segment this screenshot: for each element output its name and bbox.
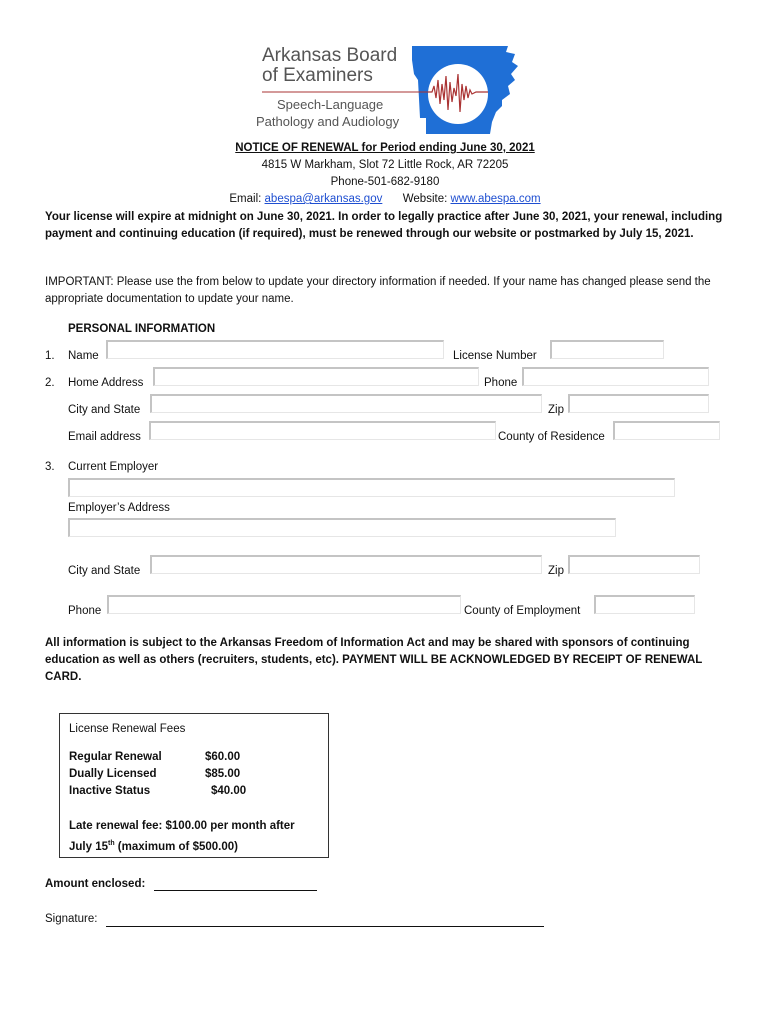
- logo-title-line1: Arkansas Board: [262, 45, 398, 66]
- renewal-fees-box: [59, 713, 329, 858]
- city-state-label: City and State: [68, 404, 141, 416]
- fee-amount-dual: $85.00: [205, 768, 241, 780]
- license-number-field[interactable]: [550, 340, 664, 359]
- county-employment-label: County of Employment: [464, 605, 581, 617]
- website-link[interactable]: www.abespa.com: [450, 193, 541, 205]
- employer-zip-field[interactable]: [568, 555, 700, 574]
- late-fee-date: July 15: [69, 840, 108, 853]
- item-number-1: 1.: [45, 350, 55, 362]
- late-fee-line2: [69, 836, 238, 855]
- fees-title: License Renewal Fees: [69, 723, 186, 735]
- county-employment-field[interactable]: [594, 595, 695, 614]
- home-address-label: Home Address: [68, 377, 144, 389]
- logo-title-line2: of Examiners: [262, 65, 373, 86]
- name-label: Name: [68, 350, 99, 362]
- item-number-2: 2.: [45, 377, 55, 389]
- home-address-field[interactable]: [153, 367, 479, 386]
- late-fee-superscript: th: [108, 840, 115, 847]
- late-fee-max: (maximum of $500.00): [114, 840, 238, 853]
- employer-city-state-field[interactable]: [150, 555, 542, 574]
- name-field[interactable]: [106, 340, 444, 359]
- fee-amount-regular: $60.00: [205, 751, 241, 763]
- board-address: 4815 W Markham, Slot 72 Little Rock, AR 72205: [261, 159, 509, 171]
- late-fee-line1: Late renewal fee: $100.00 per month after: [69, 820, 295, 832]
- county-residence-field[interactable]: [613, 421, 720, 440]
- email-address-label: Email address: [68, 431, 141, 443]
- signature-label: Signature:: [45, 913, 98, 925]
- website-label: Website:: [402, 193, 448, 205]
- fee-label-regular: Regular Renewal: [69, 751, 162, 763]
- employer-address-field[interactable]: [68, 518, 616, 537]
- expiry-notice: Your license will expire at midnight on June 30, 2021. In order to legally practice after June 30, 2021, your renewal, including payment and continuing education (if required), must be renewed through our website or postmarked by July 15, 2021.: [45, 211, 723, 240]
- current-employer-label: Current Employer: [68, 461, 159, 473]
- fee-label-inactive: Inactive Status: [69, 785, 151, 797]
- board-logo: [240, 40, 530, 140]
- item-number-3: 3.: [45, 461, 55, 473]
- important-notice: IMPORTANT: Please use the from below to update your directory information if needed. If your name has changed please send the appropriate documentation to update your name.: [45, 276, 711, 305]
- board-phone: Phone-501-682-9180: [330, 176, 440, 188]
- home-phone-field[interactable]: [522, 367, 709, 386]
- city-state-field[interactable]: [150, 394, 542, 413]
- signature-line[interactable]: [106, 926, 544, 927]
- employer-address-label: Employer’s Address: [68, 502, 170, 514]
- email-label: Email:: [229, 193, 262, 205]
- logo-sub-line2: Pathology and Audiology: [256, 114, 400, 129]
- employer-city-state-label: City and State: [68, 565, 141, 577]
- logo-sub-line1: Speech-Language: [277, 97, 384, 112]
- amount-enclosed-line[interactable]: [154, 890, 317, 891]
- fee-amount-inactive: $40.00: [211, 785, 247, 797]
- county-residence-label: County of Residence: [498, 431, 605, 443]
- home-phone-label: Phone: [484, 377, 518, 389]
- license-number-label: License Number: [453, 350, 537, 362]
- email-address-field[interactable]: [149, 421, 496, 440]
- employer-phone-label: Phone: [68, 605, 102, 617]
- current-employer-field[interactable]: [68, 478, 675, 497]
- email-link[interactable]: abespa@arkansas.gov: [264, 193, 383, 205]
- employer-phone-field[interactable]: [107, 595, 461, 614]
- amount-enclosed-label: Amount enclosed:: [45, 878, 146, 890]
- fee-label-dual: Dually Licensed: [69, 768, 157, 780]
- employer-zip-label: Zip: [548, 565, 564, 577]
- zip-label: Zip: [548, 404, 564, 416]
- notice-title: NOTICE OF RENEWAL for Period ending June 30, 2021: [235, 142, 535, 154]
- personal-info-heading: PERSONAL INFORMATION: [68, 323, 216, 335]
- foia-notice: All information is subject to the Arkansas Freedom of Information Act and may be shared with sponsors of continuing education as well as others (recruiters, students, etc). PAYMENT WILL BE ACKNOWLEDGED BY RECEIPT OF RENEWAL CARD.: [45, 637, 703, 683]
- zip-field[interactable]: [568, 394, 709, 413]
- contact-line: [0, 192, 770, 207]
